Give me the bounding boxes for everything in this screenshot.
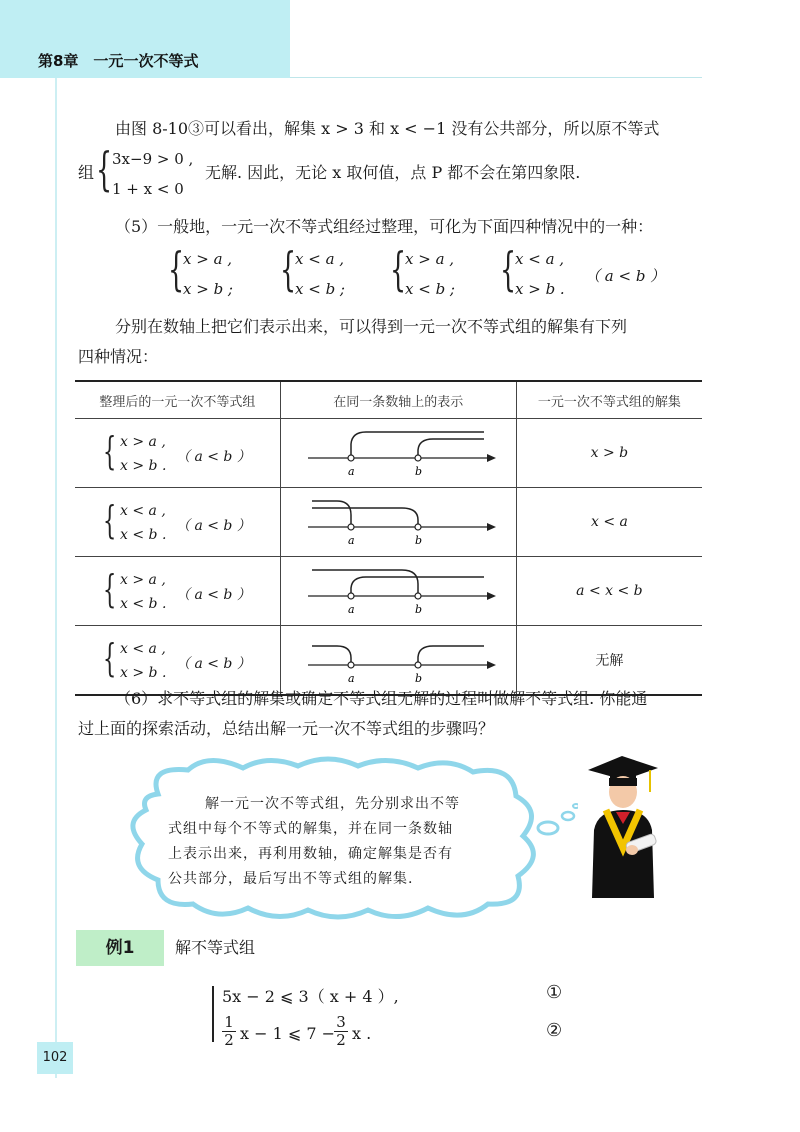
paragraph-line: 由图 8-10③可以看出，解集 x > 3 和 x < −1 没有公共部分，所以原不等式	[115, 119, 660, 138]
case-line: x > a ,	[405, 250, 455, 268]
student-graduate-illustration	[580, 752, 662, 898]
header-rule	[290, 77, 702, 78]
row-condition: （ a < b ）	[176, 518, 251, 534]
row-solution: 无解	[516, 626, 702, 696]
margin-rule	[55, 78, 57, 1078]
case-line: x < b ;	[295, 280, 345, 298]
example-brace	[212, 986, 214, 1042]
case-line: x < a ,	[295, 250, 345, 268]
row-condition: （ a < b ）	[176, 587, 251, 603]
case-brace: {	[168, 242, 185, 296]
system-line: 1 + x < 0	[112, 180, 184, 198]
number-line-diagram	[282, 627, 515, 689]
row-ineq: x < b .	[120, 527, 167, 543]
axis-label-a: a	[347, 465, 355, 478]
tip-line: 式组中每个不等式的解集，并在同一条数轴	[168, 821, 453, 837]
row-ineq: x > b .	[120, 458, 167, 474]
fraction-one-half	[222, 1014, 236, 1049]
row-ineq: x > a ,	[120, 572, 166, 588]
case-brace: {	[500, 242, 517, 296]
axis-label-b: b	[414, 603, 422, 616]
axis-label-a: a	[347, 672, 355, 685]
system-line: 3x−9 > 0 ,	[112, 150, 194, 168]
row-ineq: x > a ,	[120, 434, 166, 450]
axis-label-a: a	[347, 534, 355, 547]
row-brace: {	[103, 498, 117, 542]
chapter-title: 第8章 一元一次不等式	[38, 52, 199, 70]
row-ineq: x < b .	[120, 596, 167, 612]
paragraph-line: （6）求不等式组的解集或确定不等式组无解的过程叫做解不等式组. 你能通	[115, 689, 648, 708]
table-row	[75, 488, 702, 557]
case-condition: （ a < b ）	[585, 267, 666, 285]
row-solution: x > b	[516, 419, 702, 488]
row-ineq: x < a ,	[120, 641, 166, 657]
case-line: x < b ;	[405, 280, 455, 298]
paragraph-line: 分别在数轴上把它们表示出来，可以得到一元一次不等式组的解集有下列	[115, 317, 628, 336]
number-line-diagram	[282, 489, 515, 551]
paragraph-line: 无解. 因此，无论 x 取何值，点 P 都不会在第四象限.	[205, 163, 581, 182]
tip-line: 解一元一次不等式组，先分别求出不等	[205, 796, 460, 812]
inequality-marker-2: ②	[546, 1020, 563, 1041]
example-inequality-2-mid: x − 1 ⩽ 7 −	[240, 1024, 336, 1043]
row-solution: a < x < b	[516, 557, 702, 626]
case-brace: {	[390, 242, 407, 296]
axis-label-b: b	[414, 534, 422, 547]
example-label: 例1	[76, 930, 164, 966]
row-brace: {	[103, 636, 117, 680]
solution-set-table	[75, 380, 702, 696]
case-line: x > b .	[515, 280, 565, 298]
table-row	[75, 626, 702, 696]
tip-line: 上表示出来，再利用数轴，确定解集是否有	[168, 846, 453, 862]
paragraph-prefix: 组	[78, 163, 95, 182]
axis-label-a: a	[347, 603, 355, 616]
system-brace: {	[96, 142, 113, 196]
table-header: 一元一次不等式组的解集	[516, 381, 702, 419]
page-number: 102	[37, 1042, 73, 1074]
fraction-denominator: 2	[222, 1031, 236, 1049]
fraction-numerator: 3	[336, 1013, 346, 1031]
inequality-marker-1: ①	[546, 982, 563, 1003]
example-title: 解不等式组	[175, 938, 256, 957]
case-brace: {	[280, 242, 297, 296]
row-ineq: x > b .	[120, 665, 167, 681]
fraction-denominator: 2	[334, 1031, 348, 1049]
axis-label-b: b	[414, 672, 422, 685]
fraction-three-halves	[334, 1014, 348, 1049]
row-condition: （ a < b ）	[176, 656, 251, 672]
table-header-row	[75, 381, 702, 419]
table-header: 整理后的一元一次不等式组	[75, 381, 280, 419]
case-line: x > b ;	[183, 280, 233, 298]
row-brace: {	[103, 429, 117, 473]
case-line: x > a ,	[183, 250, 233, 268]
fraction-numerator: 1	[224, 1013, 234, 1031]
row-condition: （ a < b ）	[176, 449, 251, 465]
number-line-diagram	[282, 420, 515, 482]
paragraph-line: 四种情况：	[78, 347, 159, 366]
row-brace: {	[103, 567, 117, 611]
row-solution: x < a	[516, 488, 702, 557]
case-line: x < a ,	[515, 250, 565, 268]
table-row	[75, 419, 702, 488]
table-header: 在同一条数轴上的表示	[280, 381, 516, 419]
table-row	[75, 557, 702, 626]
example-inequality-2-end: x .	[352, 1024, 372, 1043]
axis-label-b: b	[414, 465, 422, 478]
paragraph-line: 过上面的探索活动，总结出解一元一次不等式组的步骤吗？	[78, 719, 495, 738]
row-ineq: x < a ,	[120, 503, 166, 519]
number-line-diagram	[282, 558, 515, 620]
example-inequality-1: 5x − 2 ⩽ 3（ x + 4 ）,	[222, 987, 399, 1006]
paragraph-line: （5）一般地，一元一次不等式组经过整理，可化为下面四种情况中的一种：	[115, 217, 654, 236]
tip-line: 公共部分，最后写出不等式组的解集.	[168, 871, 414, 887]
